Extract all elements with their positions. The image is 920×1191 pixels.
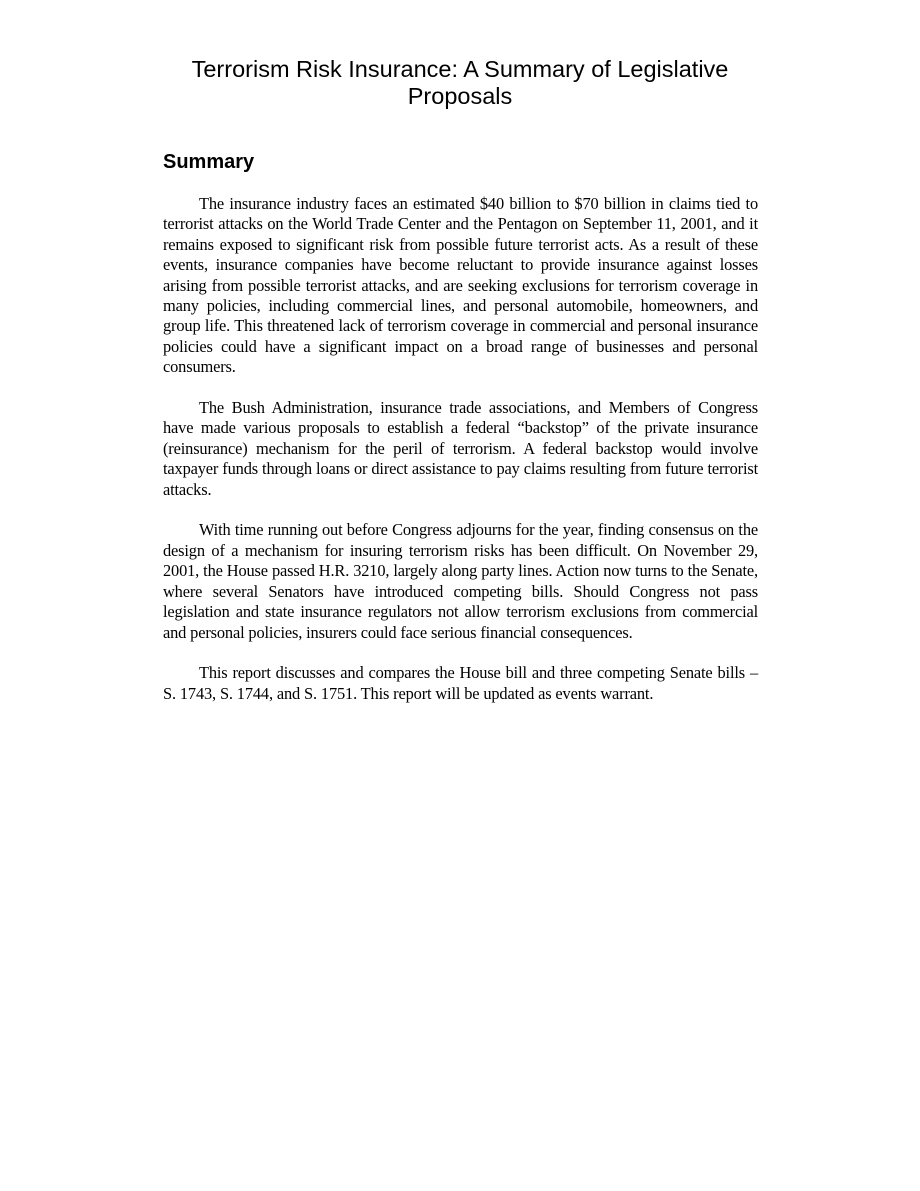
summary-paragraph: The insurance industry faces an estimated $40 billion to $70 billion in claims tied to terrorist attacks on the World Trade Center and the Pentagon on September 11, 2001, and it remains exposed to significant risk from possible future terrorist acts. As a result of these events, insurance companies have become reluctant to provide insurance against losses arising from possible terrorist attacks, and are seeking exclusions for terrorism coverage in many policies, including commercial lines, and personal automobile, homeowners, and group life. This threatened lack of terrorism coverage in commercial and personal insurance policies could have a significant impact on a broad range of businesses and personal consumers. xyxy=(163,194,758,377)
document-title: Terrorism Risk Insurance: A Summary of Legislative Proposals xyxy=(191,56,729,109)
section-heading-summary: Summary xyxy=(163,151,255,173)
summary-body xyxy=(163,194,758,725)
summary-paragraph: This report discusses and compares the House bill and three competing Senate bills – S. 1743, S. 1744, and S. 1751. This report will be updated as events warrant. xyxy=(163,663,758,703)
summary-paragraph: The Bush Administration, insurance trade associations, and Members of Congress have made various proposals to establish a federal “backstop” of the private insurance (reinsurance) mechanism for the peril of terrorism. A federal backstop would involve taxpayer funds through loans or direct assistance to pay claims resulting from future terrorist attacks. xyxy=(163,398,758,499)
summary-paragraph: With time running out before Congress adjourns for the year, finding consensus on the design of a mechanism for insuring terrorism risks has been difficult. On November 29, 2001, the House passed H.R. 3210, largely along party lines. Action now turns to the Senate, where several Senators have introduced competing bills. Should Congress not pass legislation and state insurance regulators not allow terrorism exclusions from commercial and personal policies, insurers could face serious financial consequences. xyxy=(163,520,758,642)
